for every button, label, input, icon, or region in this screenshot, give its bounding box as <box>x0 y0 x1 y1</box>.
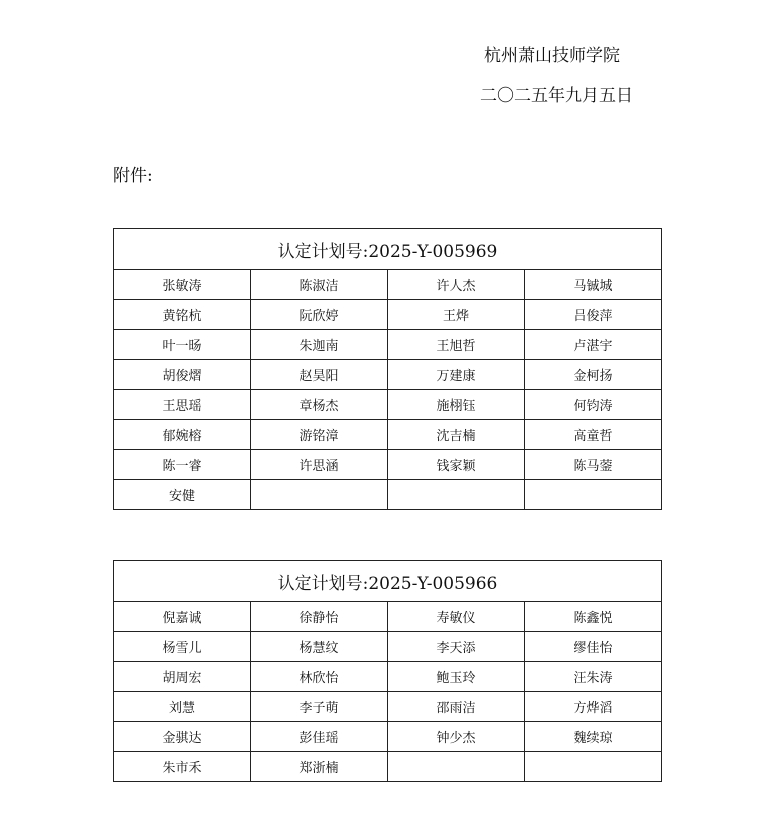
name-cell: 寿敏仪 <box>388 602 525 632</box>
name-cell: 刘慧 <box>114 692 251 722</box>
issue-date: 二〇二五年九月五日 <box>480 86 633 106</box>
name-cell: 鲍玉玲 <box>388 662 525 692</box>
name-cell: 赵昊阳 <box>251 360 388 390</box>
name-cell: 方烨滔 <box>525 692 662 722</box>
table-row <box>114 692 662 722</box>
issuing-organization: 杭州萧山技师学院 <box>484 46 620 66</box>
name-cell: 钱家颖 <box>388 450 525 480</box>
name-cell: 游铭漳 <box>251 420 388 450</box>
name-cell: 叶一旸 <box>114 330 251 360</box>
table-row <box>114 722 662 752</box>
name-cell: 杨慧纹 <box>251 632 388 662</box>
name-cell: 王思瑶 <box>114 390 251 420</box>
name-cell: 彭佳瑶 <box>251 722 388 752</box>
name-cell: 徐静怡 <box>251 602 388 632</box>
name-cell: 朱迦南 <box>251 330 388 360</box>
name-cell: 章杨杰 <box>251 390 388 420</box>
name-cell: 缪佳怡 <box>525 632 662 662</box>
name-cell: 金骐达 <box>114 722 251 752</box>
name-cell: 沈吉楠 <box>388 420 525 450</box>
name-cell: 陈淑洁 <box>251 270 388 300</box>
roster-table-1 <box>113 228 662 510</box>
name-cell <box>525 752 662 782</box>
table-row <box>114 602 662 632</box>
table-title: 认定计划号:2025-Y-005966 <box>114 561 662 602</box>
name-cell: 阮欣婷 <box>251 300 388 330</box>
name-cell: 郑浙楠 <box>251 752 388 782</box>
table-row <box>114 662 662 692</box>
table-title: 认定计划号:2025-Y-005969 <box>114 229 662 270</box>
name-cell: 金柯扬 <box>525 360 662 390</box>
name-cell: 卢湛宇 <box>525 330 662 360</box>
name-cell: 万建康 <box>388 360 525 390</box>
name-cell: 黄铭杭 <box>114 300 251 330</box>
name-cell: 安健 <box>114 480 251 510</box>
name-cell: 魏续琼 <box>525 722 662 752</box>
table-row <box>114 330 662 360</box>
name-cell: 施栩钰 <box>388 390 525 420</box>
attachment-label: 附件: <box>113 166 153 186</box>
name-cell: 马铖城 <box>525 270 662 300</box>
name-cell: 李天添 <box>388 632 525 662</box>
name-cell: 林欣怡 <box>251 662 388 692</box>
table-row <box>114 752 662 782</box>
name-cell: 郁婉榕 <box>114 420 251 450</box>
table-row <box>114 300 662 330</box>
name-cell <box>525 480 662 510</box>
table-row <box>114 390 662 420</box>
table-row <box>114 632 662 662</box>
table-header-row <box>114 229 662 270</box>
table-row <box>114 480 662 510</box>
table-row <box>114 420 662 450</box>
roster-table-2 <box>113 560 662 782</box>
table-row <box>114 270 662 300</box>
name-cell: 陈一睿 <box>114 450 251 480</box>
name-cell: 高童哲 <box>525 420 662 450</box>
name-cell: 何钧涛 <box>525 390 662 420</box>
name-cell: 杨雪儿 <box>114 632 251 662</box>
name-cell: 朱市禾 <box>114 752 251 782</box>
name-cell: 陈鑫悦 <box>525 602 662 632</box>
name-cell: 王旭哲 <box>388 330 525 360</box>
table-body <box>114 602 662 782</box>
name-cell: 李子萌 <box>251 692 388 722</box>
name-cell: 邵雨洁 <box>388 692 525 722</box>
name-cell: 王烨 <box>388 300 525 330</box>
name-cell <box>251 480 388 510</box>
name-cell: 许人杰 <box>388 270 525 300</box>
name-cell <box>388 480 525 510</box>
name-cell: 汪朱涛 <box>525 662 662 692</box>
table-header-row <box>114 561 662 602</box>
name-cell: 陈马蓥 <box>525 450 662 480</box>
name-cell: 钟少杰 <box>388 722 525 752</box>
table-row <box>114 450 662 480</box>
name-cell <box>388 752 525 782</box>
name-cell: 胡俊熠 <box>114 360 251 390</box>
table-row <box>114 360 662 390</box>
table-body <box>114 270 662 510</box>
name-cell: 许思涵 <box>251 450 388 480</box>
name-cell: 吕俊萍 <box>525 300 662 330</box>
name-cell: 倪嘉诚 <box>114 602 251 632</box>
name-cell: 张敏涛 <box>114 270 251 300</box>
name-cell: 胡周宏 <box>114 662 251 692</box>
